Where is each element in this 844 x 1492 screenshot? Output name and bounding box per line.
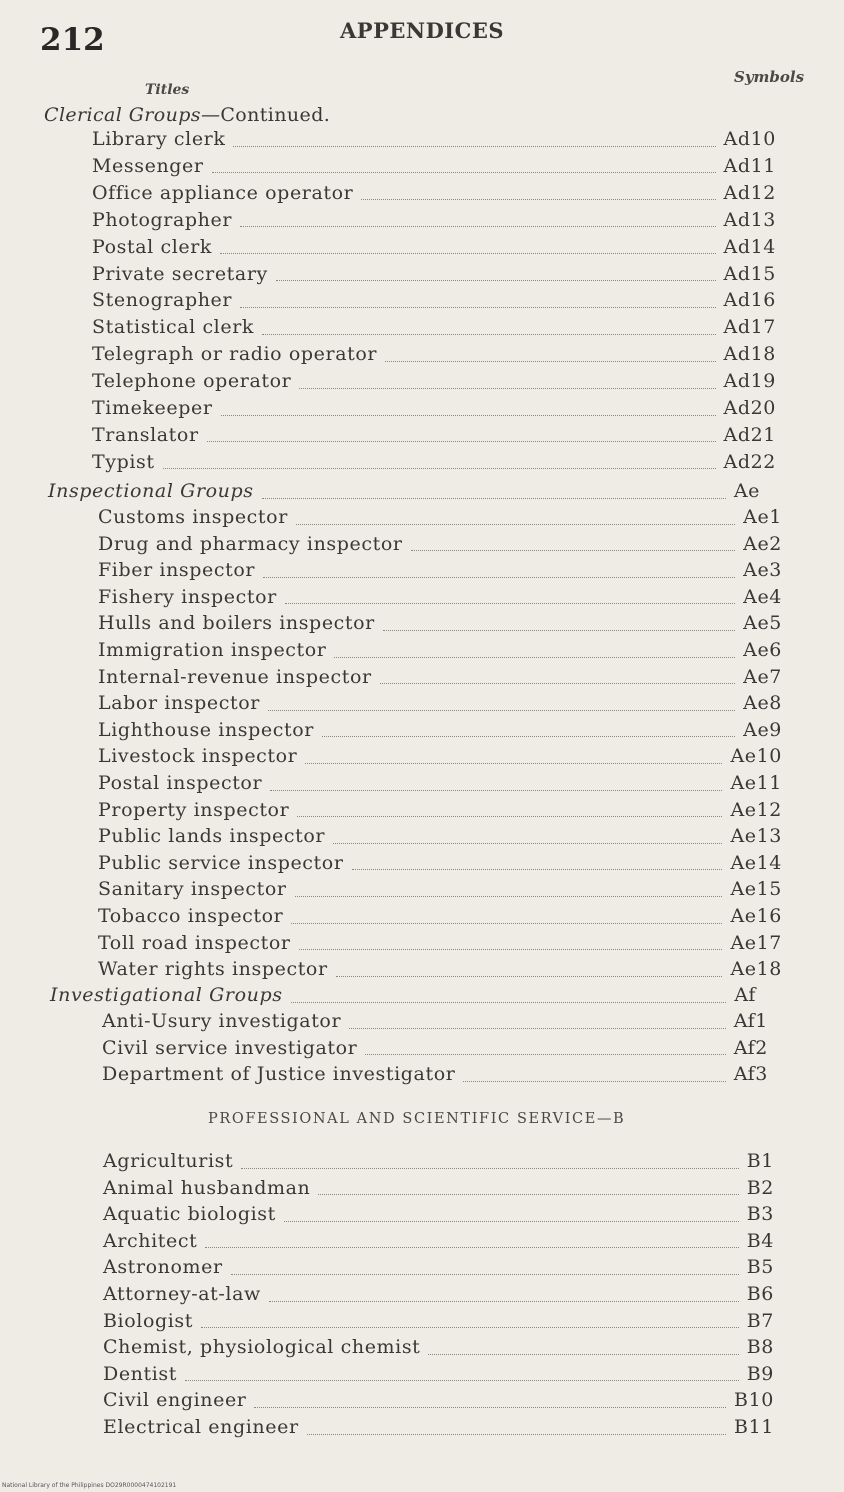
entry-symbol: B1 bbox=[746, 1150, 774, 1172]
entry-symbol: Ad11 bbox=[723, 154, 776, 177]
titles-column-header: Titles bbox=[145, 82, 190, 98]
entry-title: Animal husbandman bbox=[103, 1176, 311, 1199]
entry-symbol: B10 bbox=[734, 1389, 774, 1412]
dot-leader bbox=[428, 1354, 738, 1355]
investigational-group-heading bbox=[50, 984, 756, 1010]
entry-symbol: Ae1 bbox=[743, 506, 782, 528]
entry-title: Water rights inspector bbox=[98, 958, 328, 981]
investigational-entry bbox=[102, 1037, 768, 1063]
page-number: 212 bbox=[40, 22, 105, 58]
clerical-entry bbox=[92, 370, 776, 396]
dot-leader bbox=[233, 146, 715, 147]
entry-title: Attorney-at-law bbox=[103, 1283, 261, 1305]
entry-title: Internal-revenue inspector bbox=[98, 665, 372, 688]
entry-title: Messenger bbox=[92, 154, 204, 177]
dot-leader bbox=[318, 1194, 738, 1195]
inspectional-entry bbox=[98, 559, 782, 585]
dot-leader bbox=[221, 415, 716, 416]
entry-symbol: B11 bbox=[734, 1416, 774, 1438]
inspectional-group-heading bbox=[48, 480, 760, 506]
entry-title: Toll road inspector bbox=[98, 931, 291, 954]
dot-leader bbox=[284, 1221, 739, 1222]
entry-symbol: B6 bbox=[746, 1283, 774, 1305]
inspectional-entry bbox=[98, 878, 782, 904]
investigational-entry bbox=[102, 1010, 768, 1036]
entry-title: Typist bbox=[92, 450, 155, 473]
professional-entry bbox=[103, 1150, 774, 1176]
dot-leader bbox=[333, 843, 722, 844]
entry-symbol: Ad21 bbox=[723, 423, 776, 446]
entry-symbol: Ae7 bbox=[743, 665, 782, 688]
inspectional-entry bbox=[98, 825, 782, 851]
entry-symbol: Ae4 bbox=[743, 585, 782, 608]
entry-symbol: Ae5 bbox=[743, 612, 782, 635]
entry-title: Customs inspector bbox=[98, 506, 288, 528]
professional-entry bbox=[103, 1310, 774, 1336]
continued-suffix: —Continued. bbox=[200, 104, 331, 126]
entry-title: Chemist, physiological chemist bbox=[103, 1336, 421, 1359]
dot-leader bbox=[263, 577, 735, 578]
dot-leader bbox=[269, 1301, 739, 1302]
entry-title: Stenographer bbox=[92, 289, 233, 312]
professional-entry bbox=[103, 1283, 774, 1309]
dot-leader bbox=[240, 307, 715, 308]
inspectional-entry bbox=[98, 852, 782, 878]
dot-leader bbox=[297, 816, 722, 817]
dot-leader bbox=[262, 334, 716, 335]
dot-leader bbox=[380, 683, 735, 684]
entry-symbol: Ad18 bbox=[723, 343, 776, 366]
continued-group-heading bbox=[44, 104, 330, 126]
inspectional-entry bbox=[98, 692, 782, 718]
entry-title: Sanitary inspector bbox=[98, 878, 287, 901]
clerical-entry bbox=[92, 236, 776, 262]
dot-leader bbox=[276, 280, 716, 281]
inspectional-entry bbox=[98, 639, 782, 665]
entry-symbol: Af1 bbox=[733, 1010, 768, 1032]
professional-entry bbox=[103, 1389, 774, 1415]
entry-symbol: Ad17 bbox=[723, 316, 776, 339]
continued-group-title: Clerical Groups bbox=[44, 104, 201, 126]
running-head: APPENDICES bbox=[340, 18, 504, 43]
dot-leader bbox=[322, 736, 735, 737]
entry-symbol: Ae13 bbox=[730, 825, 782, 848]
entry-title: Inspectional Groups bbox=[48, 480, 254, 502]
professional-entry bbox=[103, 1416, 774, 1442]
entry-symbol: Af bbox=[734, 984, 756, 1006]
clerical-entry bbox=[92, 343, 776, 369]
inspectional-entry bbox=[98, 719, 782, 745]
dot-leader bbox=[295, 896, 723, 897]
dot-leader bbox=[270, 790, 722, 791]
entry-title: Aquatic biologist bbox=[103, 1203, 276, 1226]
dot-leader bbox=[207, 441, 716, 442]
entry-title: Translator bbox=[92, 423, 199, 446]
dot-leader bbox=[212, 172, 716, 173]
entry-title: Drug and pharmacy inspector bbox=[98, 532, 403, 555]
dot-leader bbox=[220, 253, 715, 254]
entry-symbol: Ae8 bbox=[743, 692, 782, 715]
entry-title: Lighthouse inspector bbox=[98, 718, 314, 741]
clerical-entry bbox=[92, 397, 776, 423]
entry-title: Postal clerk bbox=[92, 235, 213, 258]
entry-title: Anti-Usury investigator bbox=[102, 1010, 342, 1032]
entry-title: Hulls and boilers inspector bbox=[98, 612, 375, 635]
dot-leader bbox=[463, 1081, 725, 1082]
entry-title: Postal inspector bbox=[98, 772, 263, 794]
entry-symbol: B2 bbox=[746, 1176, 774, 1199]
section-heading: PROFESSIONAL AND SCIENTIFIC SERVICE—B bbox=[208, 1111, 626, 1127]
dot-leader bbox=[185, 1380, 739, 1381]
entry-symbol: Ad13 bbox=[723, 208, 776, 231]
inspectional-entry bbox=[98, 612, 782, 638]
dot-leader bbox=[268, 710, 735, 711]
entry-title: Labor inspector bbox=[98, 692, 260, 715]
entry-symbol: B7 bbox=[746, 1309, 774, 1332]
entry-title: Astronomer bbox=[103, 1256, 223, 1279]
dot-leader bbox=[296, 524, 735, 525]
dot-leader bbox=[352, 869, 723, 870]
inspectional-entry bbox=[98, 958, 782, 984]
dot-leader bbox=[334, 657, 735, 658]
entry-symbol: Ae14 bbox=[730, 851, 782, 874]
entry-symbol: Ad22 bbox=[723, 450, 776, 473]
entry-symbol: Ae bbox=[733, 480, 760, 502]
dot-leader bbox=[291, 1002, 727, 1003]
inspectional-entry bbox=[98, 745, 782, 771]
dot-leader bbox=[291, 923, 722, 924]
dot-leader bbox=[285, 603, 735, 604]
entry-title: Agriculturist bbox=[103, 1150, 234, 1172]
entry-symbol: Af3 bbox=[733, 1063, 768, 1085]
entry-title: Civil engineer bbox=[103, 1389, 247, 1412]
entry-title: Fishery inspector bbox=[98, 585, 277, 608]
entry-title: Biologist bbox=[103, 1309, 194, 1332]
entry-title: Public lands inspector bbox=[98, 825, 326, 848]
clerical-entry bbox=[92, 263, 776, 289]
dot-leader bbox=[201, 1327, 739, 1328]
professional-entry bbox=[103, 1177, 774, 1203]
entry-symbol: Ae10 bbox=[730, 745, 782, 768]
entry-symbol: Ae17 bbox=[730, 931, 782, 954]
dot-leader bbox=[241, 1168, 739, 1169]
entry-symbol: B4 bbox=[746, 1229, 774, 1252]
entry-title: Investigational Groups bbox=[50, 984, 283, 1006]
entry-title: Dentist bbox=[103, 1362, 178, 1385]
entry-symbol: Ae3 bbox=[743, 559, 782, 582]
entry-symbol: Ae6 bbox=[743, 639, 782, 661]
dot-leader bbox=[411, 550, 736, 551]
clerical-entry bbox=[92, 451, 776, 477]
entry-title: Telephone operator bbox=[92, 370, 292, 393]
inspectional-entry bbox=[98, 932, 782, 958]
entry-symbol: Ad14 bbox=[723, 235, 776, 258]
entry-title: Livestock inspector bbox=[98, 745, 298, 768]
dot-leader bbox=[262, 498, 726, 499]
entry-title: Immigration inspector bbox=[98, 639, 327, 661]
entry-title: Department of Justice investigator bbox=[102, 1063, 456, 1085]
professional-entry bbox=[103, 1336, 774, 1362]
inspectional-entry bbox=[98, 586, 782, 612]
entry-title: Tobacco inspector bbox=[98, 905, 284, 927]
dot-leader bbox=[205, 1247, 738, 1248]
entry-symbol: Ad12 bbox=[723, 181, 776, 204]
dot-leader bbox=[240, 226, 715, 227]
dot-leader bbox=[365, 1054, 725, 1055]
entry-symbol: B3 bbox=[746, 1203, 774, 1226]
dot-leader bbox=[383, 630, 735, 631]
professional-entry bbox=[103, 1203, 774, 1229]
entry-symbol: Ad19 bbox=[723, 370, 776, 393]
entry-symbol: Af2 bbox=[733, 1036, 768, 1059]
professional-entry bbox=[103, 1230, 774, 1256]
entry-title: Architect bbox=[103, 1229, 198, 1252]
entry-title: Statistical clerk bbox=[92, 316, 254, 339]
entry-title: Electrical engineer bbox=[103, 1416, 299, 1438]
dot-leader bbox=[349, 1028, 726, 1029]
clerical-entry bbox=[92, 289, 776, 315]
entry-title: Photographer bbox=[92, 208, 233, 231]
entry-symbol: B9 bbox=[746, 1362, 774, 1385]
entry-title: Civil service investigator bbox=[102, 1036, 358, 1059]
entry-symbol: Ae9 bbox=[743, 718, 782, 741]
inspectional-entry bbox=[98, 506, 782, 532]
dot-leader bbox=[231, 1274, 739, 1275]
clerical-entry bbox=[92, 128, 776, 154]
entry-symbol: B5 bbox=[746, 1256, 774, 1279]
dot-leader bbox=[336, 976, 723, 977]
entry-symbol: Ad20 bbox=[723, 397, 776, 419]
entry-symbol: Ae15 bbox=[730, 878, 782, 901]
entry-title: Private secretary bbox=[92, 262, 268, 285]
inspectional-entry bbox=[98, 666, 782, 692]
entry-title: Public service inspector bbox=[98, 851, 344, 874]
entry-title: Telegraph or radio operator bbox=[92, 343, 378, 366]
inspectional-entry bbox=[98, 533, 782, 559]
entry-symbol: Ae12 bbox=[730, 798, 782, 821]
professional-entry bbox=[103, 1363, 774, 1389]
clerical-entry bbox=[92, 182, 776, 208]
entry-symbol: Ad15 bbox=[723, 262, 776, 285]
dot-leader bbox=[299, 388, 715, 389]
symbols-column-header: Symbols bbox=[734, 68, 805, 86]
dot-leader bbox=[385, 361, 715, 362]
clerical-entry bbox=[92, 316, 776, 342]
clerical-entry bbox=[92, 424, 776, 450]
dot-leader bbox=[361, 199, 715, 200]
clerical-entry bbox=[92, 155, 776, 181]
scan-footer: National Library of the Philippines DO29R0000474102191 bbox=[2, 1482, 177, 1489]
entry-title: Office appliance operator bbox=[92, 181, 354, 204]
entry-title: Library clerk bbox=[92, 128, 226, 150]
clerical-entry bbox=[92, 209, 776, 235]
entry-title: Timekeeper bbox=[92, 397, 213, 419]
entry-symbol: Ad10 bbox=[723, 128, 776, 150]
inspectional-entry bbox=[98, 905, 782, 931]
inspectional-entry bbox=[98, 799, 782, 825]
investigational-entry bbox=[102, 1063, 768, 1089]
dot-leader bbox=[163, 468, 716, 469]
entry-title: Property inspector bbox=[98, 798, 290, 821]
dot-leader bbox=[307, 1434, 726, 1435]
entry-symbol: B8 bbox=[746, 1336, 774, 1359]
entry-symbol: Ae2 bbox=[743, 532, 782, 555]
professional-entry bbox=[103, 1256, 774, 1282]
entry-symbol: Ae18 bbox=[730, 958, 782, 981]
dot-leader bbox=[299, 949, 723, 950]
entry-symbol: Ae16 bbox=[730, 905, 782, 927]
dot-leader bbox=[305, 763, 722, 764]
entry-title: Fiber inspector bbox=[98, 559, 256, 582]
entry-symbol: Ae11 bbox=[730, 772, 782, 794]
entry-symbol: Ad16 bbox=[723, 289, 776, 312]
dot-leader bbox=[254, 1407, 726, 1408]
inspectional-entry bbox=[98, 772, 782, 798]
